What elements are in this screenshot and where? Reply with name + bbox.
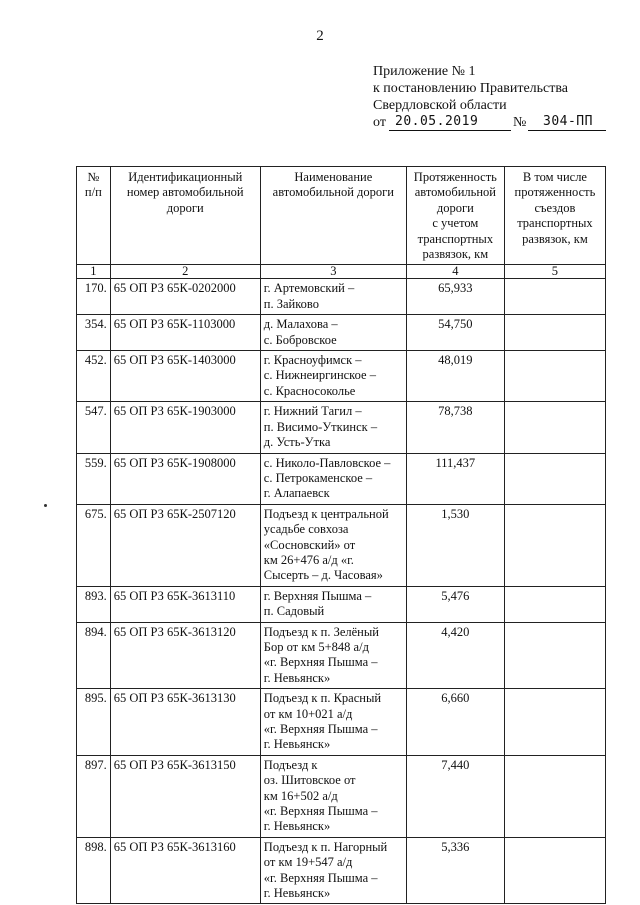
road-name-line: г. Артемовский – (263, 281, 355, 296)
road-length: 4,420 (406, 622, 504, 689)
table-body (77, 279, 606, 904)
column-number: 4 (406, 265, 504, 279)
road-name-line: г. Невьянск» (263, 737, 331, 752)
row-number: 893. (77, 586, 111, 622)
road-name-line: Подъезд к (263, 757, 318, 772)
road-name-line: от км 10+021 а/д (263, 706, 353, 721)
road-identifier: 65 ОП РЗ 65К-1908000 (110, 453, 260, 504)
header-interchange-length-line: транспортных (517, 216, 593, 231)
road-name (260, 315, 406, 351)
header-length-line: автомобильной (414, 185, 496, 200)
road-name-line: с. Нижнеиргинское – (263, 368, 376, 383)
road-name-line: с. Бобровское (263, 332, 337, 347)
road-identifier: 65 ОП РЗ 65К-3613110 (110, 586, 260, 622)
road-name-line: Бор от км 5+848 а/д (263, 639, 369, 654)
header-identifier-line: Идентификационный (128, 170, 243, 184)
column-number: 5 (504, 265, 605, 279)
road-name-line: км 16+502 а/д (263, 788, 338, 803)
road-name-line: Подъезд к п. Зелёный (263, 624, 379, 639)
header-length-line: дороги (436, 200, 474, 215)
road-name-line: «г. Верхняя Пышма – (263, 722, 378, 736)
column-number: 3 (260, 265, 406, 279)
road-name-line: п. Висимо-Уткинск – (263, 419, 378, 434)
interchange-length (504, 402, 605, 453)
table-row (77, 315, 606, 351)
header-length-line: развязок, км (422, 247, 489, 262)
header-length (406, 167, 504, 265)
interchange-length (504, 351, 605, 402)
road-name (260, 504, 406, 586)
row-number: 452. (77, 351, 111, 402)
date-prefix: от (373, 115, 386, 130)
appendix-subtitle-1: к постановлению Правительства (373, 81, 569, 96)
road-name-line: с. Красносоколье (263, 383, 356, 398)
road-identifier: 65 ОП РЗ 65К-3613130 (110, 689, 260, 756)
table-row (77, 586, 606, 622)
road-length: 65,933 (406, 279, 504, 315)
road-name-line: Подъезд к п. Красный (263, 691, 382, 706)
table-row (77, 351, 606, 402)
number-prefix: № (513, 115, 527, 130)
scan-speck (44, 504, 47, 507)
road-length: 5,336 (406, 837, 504, 904)
table-row (77, 837, 606, 904)
table-row (77, 504, 606, 586)
road-name-line: г. Невьянск» (263, 886, 331, 901)
table-row (77, 279, 606, 315)
road-name (260, 586, 406, 622)
road-length: 48,019 (406, 351, 504, 402)
appendix-title: Приложение № 1 (373, 64, 476, 79)
header-identifier-line: дороги (166, 200, 204, 215)
row-number: 897. (77, 755, 111, 837)
road-name (260, 453, 406, 504)
header-identifier (110, 167, 260, 265)
interchange-length (504, 689, 605, 756)
header-interchange-length-line: В том числе (522, 170, 587, 184)
header-number-line: п/п (84, 185, 102, 200)
table-row (77, 453, 606, 504)
road-identifier: 65 ОП РЗ 65К-1403000 (110, 351, 260, 402)
column-number: 1 (77, 265, 111, 279)
road-name (260, 622, 406, 689)
road-name-line: «Сосновский» от (263, 537, 356, 552)
road-name (260, 689, 406, 756)
road-identifier: 65 ОП РЗ 65К-3613160 (110, 837, 260, 904)
road-length: 111,437 (406, 453, 504, 504)
road-name-line: Подъезд к центральной (263, 506, 389, 521)
road-name-line: от км 19+547 а/д (263, 855, 353, 870)
header-identifier-line: номер автомобильной (126, 185, 244, 200)
road-length: 1,530 (406, 504, 504, 586)
road-name-line: Подъезд к п. Нагорный (263, 839, 388, 854)
road-name (260, 755, 406, 837)
header-length-line: Протяженность (413, 170, 497, 184)
header-interchange-length-line: развязок, км (522, 231, 588, 246)
road-identifier: 65 ОП РЗ 65К-3613150 (110, 755, 260, 837)
row-number: 898. (77, 837, 111, 904)
appendix-header (373, 63, 593, 132)
road-name-line: г. Нижний Тагил – (263, 404, 362, 419)
road-name-line: п. Садовый (263, 604, 325, 619)
interchange-length (504, 315, 605, 351)
interchange-length (504, 279, 605, 315)
road-name-line: г. Алапаевск (263, 486, 330, 501)
header-number-line: № (87, 170, 100, 184)
road-identifier: 65 ОП РЗ 65К-1903000 (110, 402, 260, 453)
interchange-length (504, 504, 605, 586)
road-length: 54,750 (406, 315, 504, 351)
row-number: 547. (77, 402, 111, 453)
interchange-length (504, 453, 605, 504)
header-length-line: транспортных (417, 231, 494, 246)
table-row (77, 755, 606, 837)
road-name-line: оз. Шитовское от (263, 773, 356, 788)
road-name-line: с. Петрокаменское – (263, 470, 373, 485)
number-underline (528, 130, 606, 131)
road-name (260, 837, 406, 904)
road-name-line: Сысерть – д. Часовая» (263, 568, 383, 583)
road-identifier: 65 ОП РЗ 65К-1103000 (110, 315, 260, 351)
interchange-length (504, 755, 605, 837)
resolution-number: 304-ПП (543, 114, 593, 129)
row-number: 354. (77, 315, 111, 351)
date-underline (389, 130, 511, 131)
header-road-name-line: Наименование (294, 170, 373, 184)
column-number-row (77, 265, 606, 279)
table-row (77, 402, 606, 453)
row-number: 559. (77, 453, 111, 504)
road-name-line: д. Малахова – (263, 317, 338, 332)
roads-table (76, 166, 606, 904)
interchange-length (504, 837, 605, 904)
road-name-line: «г. Верхняя Пышма – (263, 870, 378, 885)
road-name-line: г. Красноуфимск – (263, 353, 362, 368)
road-length: 7,440 (406, 755, 504, 837)
road-length: 78,738 (406, 402, 504, 453)
road-identifier: 65 ОП РЗ 65К-0202000 (110, 279, 260, 315)
road-name-line: км 26+476 а/д «г. (263, 552, 354, 567)
road-name-line: г. Верхняя Пышма – (263, 588, 372, 603)
road-name-line: г. Невьянск» (263, 670, 331, 685)
page-number: 2 (316, 28, 324, 44)
road-name-line: д. Усть-Утка (263, 435, 331, 450)
header-number (77, 167, 111, 265)
road-name-line: п. Зайково (263, 296, 319, 311)
road-name (260, 351, 406, 402)
header-interchange-length (504, 167, 605, 265)
road-identifier: 65 ОП РЗ 65К-2507120 (110, 504, 260, 586)
road-name-line: «г. Верхняя Пышма – (263, 655, 378, 670)
header-interchange-length-line: съездов (534, 200, 576, 215)
road-name-line: г. Невьянск» (263, 819, 331, 834)
row-number: 675. (77, 504, 111, 586)
row-number: 895. (77, 689, 111, 756)
interchange-length (504, 586, 605, 622)
appendix-subtitle-2: Свердловской области (373, 98, 507, 113)
interchange-length (504, 622, 605, 689)
road-identifier: 65 ОП РЗ 65К-3613120 (110, 622, 260, 689)
column-number: 2 (110, 265, 260, 279)
table-row (77, 622, 606, 689)
row-number: 894. (77, 622, 111, 689)
resolution-date: 20.05.2019 (395, 114, 479, 129)
header-interchange-length-line: протяженность (514, 185, 596, 200)
header-length-line: с учетом (432, 216, 479, 231)
table-header-row (77, 167, 606, 265)
road-name (260, 402, 406, 453)
header-road-name-line: автомобильной дороги (272, 185, 394, 200)
road-name-line: с. Николо-Павловское – (263, 455, 391, 470)
header-road-name (260, 167, 406, 265)
resolution-signature-row (373, 114, 593, 132)
road-name-line: «г. Верхняя Пышма – (263, 804, 378, 819)
road-name-line: усадьбе совхоза (263, 522, 349, 537)
road-length: 5,476 (406, 586, 504, 622)
road-length: 6,660 (406, 689, 504, 756)
road-name (260, 279, 406, 315)
row-number: 170. (77, 279, 111, 315)
table-row (77, 689, 606, 756)
